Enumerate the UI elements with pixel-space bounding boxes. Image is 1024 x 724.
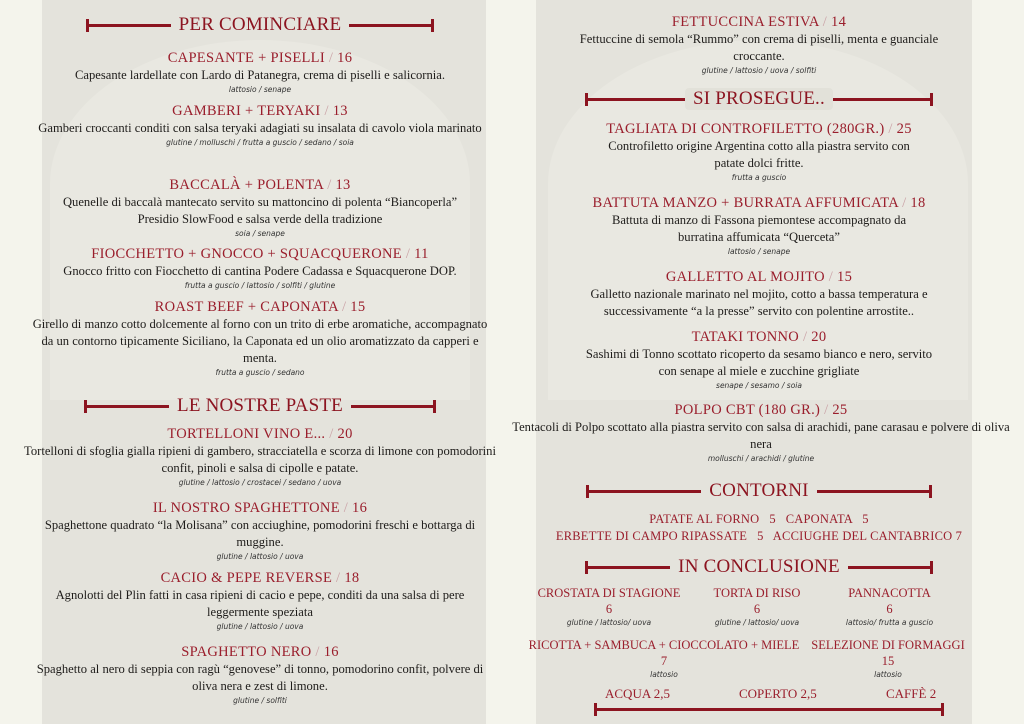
dish-name: BATTUTA MANZO + BURRATA AFFUMICATA xyxy=(592,195,899,211)
dish-price: 15 xyxy=(350,299,366,315)
dish-name: CACIO & PEPE REVERSE xyxy=(160,570,333,586)
dish-name: SPAGHETTO NERO xyxy=(181,644,312,660)
dish-allergens: senape / sesamo / soia xyxy=(716,381,802,390)
dish-allergens: lattosio / senape xyxy=(727,247,791,256)
section-title: SI PROSEGUE.. xyxy=(685,88,833,110)
dish-name: ROAST BEEF + CAPONATA xyxy=(154,299,339,315)
section-title: CONTORNI xyxy=(709,480,809,501)
dessert-allergens: glutine / lattosio/ uova xyxy=(566,618,652,627)
dish-name: FETTUCCINA ESTIVA xyxy=(671,14,819,30)
dessert-item xyxy=(534,585,684,628)
divider-bar xyxy=(585,98,685,101)
dish-price: 13 xyxy=(335,177,351,193)
divider-bar xyxy=(833,98,933,101)
dessert-item xyxy=(822,585,957,628)
menu-item: CACIO & PEPE REVERSE / 18 Agnolotti del Plin fatti in casa ripieni di cacio e pepe, conditi da una salsa di pere leggermente speziata glutine / lattosio / uova xyxy=(22,569,498,632)
section-title: PER COMINCIARE xyxy=(178,14,342,35)
dessert-name: CROSTATA DI STAGIONE xyxy=(537,586,681,600)
menu-item: POLPO CBT (180 GR.) / 25 Tentacoli di Polpo scottato alla piastra servito con salsa di arachidi, pane carasau e polvere di oliva nera molluschi / arachidi / glutine xyxy=(512,402,1010,463)
dish-price: 25 xyxy=(896,121,912,137)
dessert-allergens: glutine / lattosio/ uova xyxy=(714,618,800,627)
dish-allergens: glutine / solfiti xyxy=(233,696,287,705)
dish-description: Gamberi croccanti conditi con salsa teryaki adagiati su insalata di cavolo viola marinato xyxy=(38,121,482,135)
dish-price: 16 xyxy=(352,500,368,516)
divider-bar xyxy=(86,24,171,27)
dessert-item xyxy=(692,585,822,628)
menu-item: IL NOSTRO SPAGHETTONE / 16 Spaghettone quadrato “la Molisana” con acciughine, pomodorini freschi e bottarga di muggine. glutine / lattosio / uova xyxy=(22,499,498,562)
dish-price: 15 xyxy=(837,269,853,285)
dish-description: Tentacoli di Polpo scottato alla piastra servito con salsa di arachidi, pane carasau e polvere di oliva nera xyxy=(512,420,1010,451)
dish-description: Controfiletto origine Argentina cotto alla piastra servito con patate dolci fritte. xyxy=(608,139,910,170)
dish-name: TAGLIATA DI CONTROFILETTO (280GR.) xyxy=(606,121,885,137)
section-header-contorni xyxy=(522,478,996,504)
dish-allergens: frutta a guscio xyxy=(731,173,787,182)
dessert-price: 7 xyxy=(660,654,668,668)
dessert-price: 6 xyxy=(753,602,761,616)
divider-bar xyxy=(848,566,933,569)
divider-bar xyxy=(349,24,434,27)
section-header-paste xyxy=(22,393,498,419)
dish-description: Capesante lardellate con Lardo di Patanegra, crema di piselli e salicornia. xyxy=(75,68,445,82)
divider-bar xyxy=(817,490,932,493)
menu-item: SPAGHETTO NERO / 16 Spaghetto al nero di seppia con ragù “genovese” di tonno, pomodorino confit, polvere di oliva nera e zest di limone. glutine / solfiti xyxy=(36,644,484,705)
dish-description: Agnolotti del Plin fatti in casa ripieni di cacio e pepe, conditi da una salsa di pere leggermente speziata xyxy=(55,588,465,619)
dish-description: Galletto nazionale marinato nel mojito, cotto a bassa temperatura e successivamente “a la presse” servito con polentine arrostite.. xyxy=(590,287,928,318)
dish-price: 13 xyxy=(332,103,348,119)
dish-name: IL NOSTRO SPAGHETTONE xyxy=(152,500,340,516)
dish-allergens: glutine / lattosio / uova xyxy=(216,622,304,631)
menu-item: ROAST BEEF + CAPONATA / 15 Girello di manzo cotto dolcemente al forno con un trito di erbe aromatiche, accompagnato da un contorno tipicamente Siciliano, la Caponata ed un olio aromatizzato da capperi e menta. frutta a guscio / sedano xyxy=(22,298,498,378)
dish-description: Girello di manzo cotto dolcemente al forno con un trito di erbe aromatiche, accompagnato da un contorno tipicamente Siciliano, la Caponata ed un olio aromatizzato da capperi e menta. xyxy=(32,317,488,365)
footer-divider xyxy=(594,708,944,711)
dish-name: TATAKI TONNO xyxy=(691,329,800,345)
section-header-secondi xyxy=(522,86,996,112)
dish-description: Quenelle di baccalà mantecato servito su mattoncino di polenta “Biancoperla” Presidio SlowFood e salsa verde della tradizione xyxy=(62,195,458,226)
dessert-item xyxy=(810,637,966,680)
menu-item: FETTUCCINA ESTIVA / 14 Fettuccine di semola “Rummo” con crema di piselli, menta e guanciale croccante. glutine / lattosio / uova / solfiti xyxy=(522,13,996,76)
dish-name: CAPESANTE + PISELLI xyxy=(167,50,325,66)
divider-bar xyxy=(585,566,670,569)
menu-item: CAPESANTE + PISELLI / 16 Capesante lardellate con Lardo di Patanegra, crema di piselli e salicornia. lattosio / senape xyxy=(22,49,498,95)
dish-price: 11 xyxy=(414,246,429,262)
dish-name: TORTELLONI VINO E... xyxy=(167,426,326,442)
menu-item: GALLETTO AL MOJITO / 15 Galletto nazionale marinato nel mojito, cotto a bassa temperatura e successivamente “a la presse” servito con polentine arrostite.. xyxy=(522,268,996,320)
menu-item: BACCALÀ + POLENTA / 13 Quenelle di baccalà mantecato servito su mattoncino di polenta “Biancoperla” Presidio SlowFood e salsa verde della tradizione soia / senape xyxy=(62,177,458,238)
dessert-name: RICOTTA + SAMBUCA + CIOCCOLATO + MIELE xyxy=(528,638,800,652)
dish-allergens: glutine / lattosio / uova xyxy=(216,552,304,561)
dish-description: Tortelloni di sfoglia gialla ripieni di gambero, stracciatella e scorza di limone con pomodorini confit, pinoli e salsa di cipolle e patate. xyxy=(24,444,496,475)
dish-allergens: soia / senape xyxy=(235,229,285,238)
menu-item: TAGLIATA DI CONTROFILETTO (280GR.) / 25 Controfiletto origine Argentina cotto alla piastra servito con patate dolci fritte. frutta a guscio xyxy=(522,120,996,183)
section-header-dolci xyxy=(522,554,996,580)
dish-price: 20 xyxy=(337,426,353,442)
divider-bar xyxy=(586,490,701,493)
left-page xyxy=(22,0,498,724)
section-title: LE NOSTRE PASTE xyxy=(177,395,343,416)
dish-allergens: frutta a guscio / sedano xyxy=(215,368,305,377)
dish-name: FIOCCHETTO + GNOCCO + SQUACQUERONE xyxy=(91,246,402,262)
dessert-allergens: lattosio xyxy=(874,670,902,679)
dish-allergens: frutta a guscio / lattosio / solfiti / glutine xyxy=(184,281,336,290)
contorni-line: ERBETTE DI CAMPO RIPASSATE 5 ACCIUGHE DEL CANTABRICO 7 xyxy=(555,529,963,543)
extra-caffe: CAFFÈ 2 xyxy=(886,686,937,701)
dessert-name: PANNACOTTA xyxy=(848,586,931,600)
menu-item: BATTUTA MANZO + BURRATA AFFUMICATA / 18 Battuta di manzo di Fassona piemontese accompagnato da burratina affumicata “Querceta” lattosio / senape xyxy=(592,195,926,256)
dish-description: Battuta di manzo di Fassona piemontese accompagnato da burratina affumicata “Querceta” xyxy=(611,213,907,244)
dish-allergens: glutine / molluschi / frutta a guscio / sedano / soia xyxy=(166,138,354,147)
dish-name: GALLETTO AL MOJITO xyxy=(665,269,825,285)
dish-description: Spaghettone quadrato “la Molisana” con acciughine, pomodorini freschi e bottarga di muggine. xyxy=(44,518,476,549)
dessert-price: 6 xyxy=(605,602,613,616)
menu-item: GAMBERI + TERYAKI / 13 Gamberi croccanti conditi con salsa teryaki adagiati su insalata di cavolo viola marinato glutine / molluschi / frutta a guscio / sedano / soia xyxy=(22,102,498,148)
dish-name: GAMBERI + TERYAKI xyxy=(172,103,321,119)
dish-description: Spaghetto al nero di seppia con ragù “genovese” di tonno, pomodorino confit, polvere di oliva nera e zest di limone. xyxy=(36,662,484,693)
menu-item: TORTELLONI VINO E... / 20 Tortelloni di sfoglia gialla ripieni di gambero, stracciatella e scorza di limone con pomodorini confit, pinoli e salsa di cipolle e patate. glutine / lattosio / crostacei / sedano / uova xyxy=(8,425,512,488)
dessert-item xyxy=(524,637,804,680)
divider-bar xyxy=(351,405,436,408)
dish-description: Fettuccine di semola “Rummo” con crema di piselli, menta e guanciale croccante. xyxy=(579,32,939,63)
dessert-allergens: lattosio/ frutta a guscio xyxy=(845,618,934,627)
dessert-price: 15 xyxy=(881,654,895,668)
dish-allergens: molluschi / arachidi / glutine xyxy=(707,454,815,463)
extra-acqua: ACQUA 2,5 xyxy=(605,686,671,701)
extra-coperto: COPERTO 2,5 xyxy=(739,686,817,701)
dessert-price: 6 xyxy=(886,602,893,616)
dish-price: 14 xyxy=(831,14,847,30)
dish-price: 16 xyxy=(323,644,339,660)
dish-price: 20 xyxy=(811,329,827,345)
dish-allergens: lattosio / senape xyxy=(228,85,292,94)
section-title: IN CONCLUSIONE xyxy=(678,556,840,577)
divider-bar xyxy=(84,405,169,408)
contorni-line: PATATE AL FORNO 5 CAPONATA 5 xyxy=(649,512,869,526)
right-page xyxy=(512,0,1010,724)
menu-item: TATAKI TONNO / 20 Sashimi di Tonno scottato ricoperto da sesamo bianco e nero, servito con senape al miele e zucchine grigliate senape / sesamo / soia xyxy=(522,328,996,391)
dish-price: 25 xyxy=(832,402,848,418)
dessert-name: TORTA DI RISO xyxy=(713,586,801,600)
dish-name: POLPO CBT (180 GR.) xyxy=(674,402,821,418)
dish-description: Gnocco fritto con Fiocchetto di cantina Podere Cadassa e Squacquerone DOP. xyxy=(63,264,457,278)
dessert-name: SELEZIONE DI FORMAGGI xyxy=(811,638,965,652)
dish-description: Sashimi di Tonno scottato ricoperto da sesamo bianco e nero, servito con senape al miele e zucchine grigliate xyxy=(585,347,933,378)
dish-name: BACCALÀ + POLENTA xyxy=(169,177,324,193)
dish-price: 16 xyxy=(337,50,353,66)
dish-allergens: glutine / lattosio / crostacei / sedano / uova xyxy=(178,478,342,487)
dish-price: 18 xyxy=(344,570,360,586)
dish-allergens: glutine / lattosio / uova / solfiti xyxy=(701,66,817,75)
dish-price: 18 xyxy=(910,195,926,211)
menu-item: FIOCCHETTO + GNOCCO + SQUACQUERONE / 11 Gnocco fritto con Fiocchetto di cantina Podere Cadassa e Squacquerone DOP. frutta a guscio / lattosio / solfiti / glutine xyxy=(22,245,498,291)
dessert-allergens: lattosio xyxy=(650,670,678,679)
section-header-antipasti xyxy=(22,12,498,38)
